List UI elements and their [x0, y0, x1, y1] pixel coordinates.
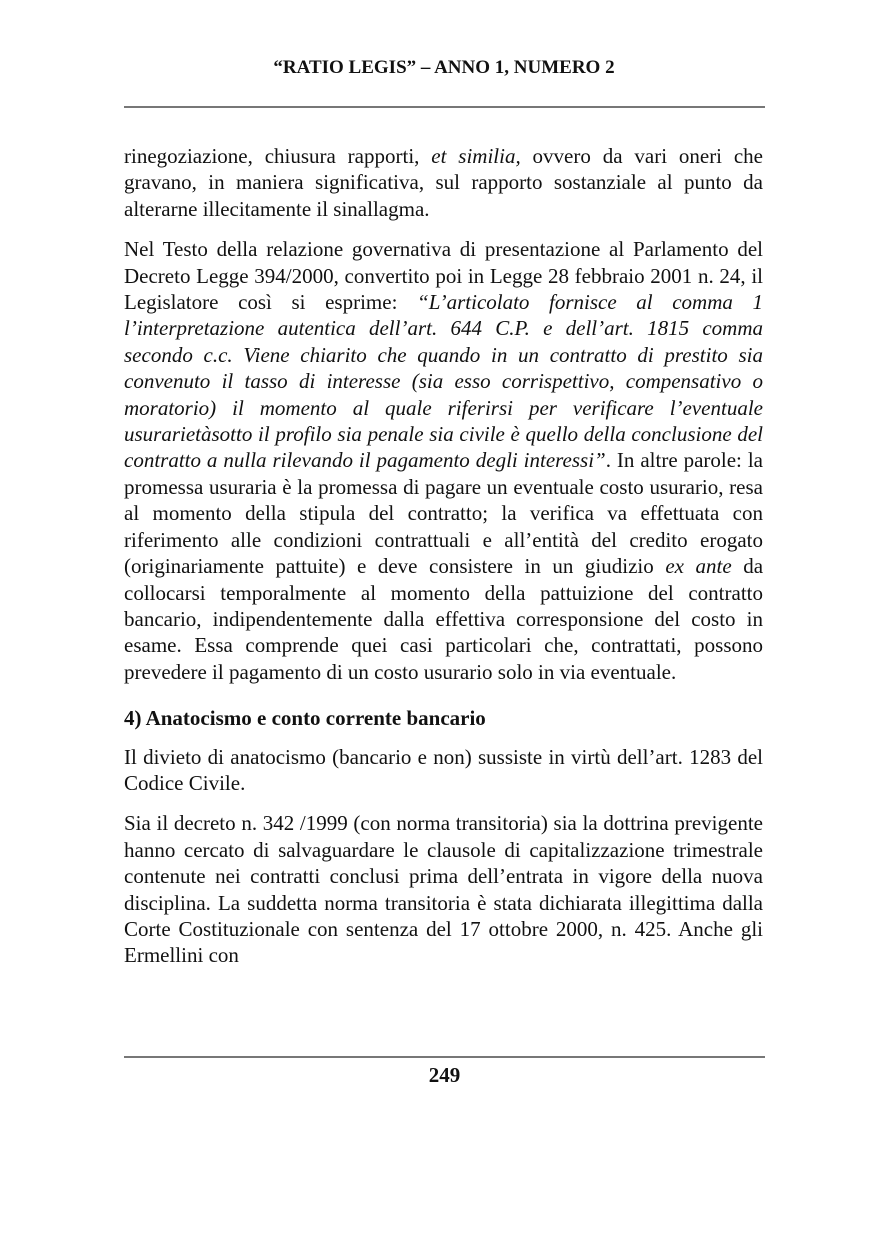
footer-rule: [124, 1056, 765, 1058]
page-number: 249: [428, 1063, 461, 1087]
section-paragraph-2: [124, 810, 763, 968]
paragraph-2-text: da collocarsi temporalmente al momento della pattuizione del contratto bancario, indipendentemente dalla effettiva corresponsione del costo in esame. Essa comprende quei casi particolari che, contrattati, possono prevedere il pagamento di un costo usurario solo in via eventuale.: [124, 554, 764, 684]
body-text: [124, 143, 763, 983]
paragraph-1: [124, 143, 763, 222]
paragraph-1-text: ovvero da vari oneri che gravano, in maniera significativa, sul rapporto sostanziale al punto da alterarne illecitamente il sinallagma.: [124, 144, 764, 221]
section-paragraph-1-text: Il divieto di anatocismo (bancario e non) sussiste in virtù dell’art. 1283 del Codice Civile.: [124, 744, 763, 795]
paragraph-1-text: rinegoziazione, chiusura rapporti,: [124, 144, 432, 168]
section-paragraph-2-text: Sia il decreto n. 342 /1999 (con norma transitoria) sia la dottrina previgente hanno cercato di salvaguardare le clausole di capitalizzazione trimestrale contenute nei contratti conclusi prima dell’entrata in vigore della nuova disciplina. La suddetta norma transitoria è stata dichiarata illegittima dalla Corte Costituzionale con sentenza del 17 ottobre 2000, n. 425. Anche gli Ermellini con: [124, 811, 763, 968]
paragraph-2-italic: ex ante: [665, 554, 732, 579]
paragraph-2: [124, 236, 763, 685]
section-paragraph-1: [124, 744, 763, 797]
header-rule: [124, 106, 765, 108]
paragraph-2-quotation: “L’articolato fornisce al comma 1 l’interpretazione autentica dell’art. 644 C.P. e dell’art. 1815 comma secondo c.c. Viene chiarito che quando in un contratto di prestito sia convenuto il tasso di interesse (sia esso corrispettivo, compensativo o moratorio) il momento al quale riferirsi per verificare l’eventuale usurarietàsotto il profilo sia penale sia civile è quello della conclusione del contratto a nulla rilevando il pagamento degli interessi”: [124, 290, 763, 473]
running-head: “RATIO LEGIS” – ANNO 1, NUMERO 2: [273, 57, 615, 78]
paragraph-1-italic: et similia,: [431, 144, 521, 168]
paragraph-2-text: Nel Testo della relazione governativa di presentazione al Parlamento del Decreto Legge 394/2000, convertito poi in Legge 28 febbraio 2001 n. 24, il Legislatore così si esprime:: [124, 237, 763, 315]
section-heading: 4) Anatocismo e conto corrente bancario: [124, 706, 486, 731]
paragraph-2-text: . In altre parole: la promessa usuraria è la promessa di pagare un eventuale costo usurario, resa al momento della stipula del contratto; la verifica va effettuata con riferimento alle condizioni contrattuali e all’entità del credito erogato (originariamente pattuite) e deve consistere in un giudizio: [124, 448, 763, 579]
